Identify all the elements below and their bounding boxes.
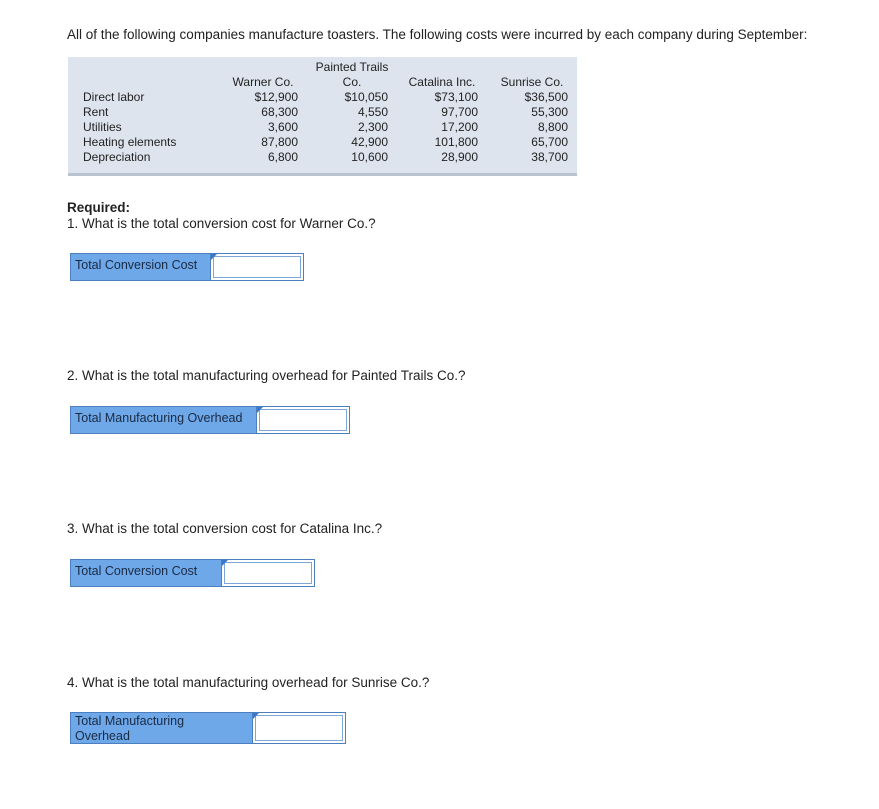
answer-row-3 — [70, 559, 315, 587]
table-cell: $36,500 — [524, 90, 568, 104]
table-cell: 4,550 — [357, 105, 388, 119]
table-cell: 38,700 — [531, 150, 568, 164]
total-manufacturing-overhead-painted-trails-input[interactable] — [257, 406, 350, 434]
required-section — [67, 200, 376, 232]
input-box[interactable] — [259, 409, 347, 431]
input-box[interactable] — [255, 715, 343, 741]
table-cell: 42,900 — [351, 135, 388, 149]
question-1: 1. What is the total conversion cost for Warner Co.? — [67, 216, 376, 231]
table-cell: $10,050 — [344, 90, 388, 104]
row-label: Heating elements — [83, 135, 177, 149]
input-marker-icon — [253, 713, 259, 719]
total-conversion-cost-catalina-input[interactable] — [222, 559, 315, 587]
table-cell: 28,900 — [441, 150, 478, 164]
column-header-painted-trails: Painted Trails Co. — [315, 60, 389, 89]
answer-label-3: Total Conversion Cost — [70, 559, 222, 587]
column-header-warner: Warner Co. — [232, 75, 294, 89]
input-marker-icon — [257, 407, 263, 413]
answer-row-4 — [70, 712, 346, 744]
column-header-catalina: Catalina Inc. — [408, 75, 476, 89]
question-3: 3. What is the total conversion cost for Catalina Inc.? — [67, 521, 383, 536]
total-manufacturing-overhead-sunrise-input[interactable] — [253, 712, 346, 744]
table-cell: 17,200 — [441, 120, 478, 134]
intro-text: All of the following companies manufacture toasters. The following costs were incurred by each company during September: — [67, 27, 808, 42]
required-title: Required: — [67, 200, 131, 215]
row-label: Rent — [83, 105, 109, 119]
table-cell: 10,600 — [351, 150, 388, 164]
answer-row-2 — [70, 406, 350, 434]
table-cell: 2,300 — [357, 120, 388, 134]
table-cell: 55,300 — [531, 105, 568, 119]
answer-row-1 — [70, 253, 304, 281]
table-cell: $12,900 — [254, 90, 298, 104]
table-cell: 97,700 — [441, 105, 478, 119]
input-box[interactable] — [213, 256, 301, 278]
table-cell: 8,800 — [537, 120, 568, 134]
table-cell: 101,800 — [434, 135, 478, 149]
question-2: 2. What is the total manufacturing overhead for Painted Trails Co.? — [67, 368, 466, 383]
row-label: Depreciation — [83, 150, 151, 164]
table-cell: 3,600 — [267, 120, 298, 134]
answer-label-1: Total Conversion Cost — [70, 253, 211, 281]
total-conversion-cost-warner-input[interactable] — [211, 253, 304, 281]
row-label: Direct labor — [83, 90, 145, 104]
input-box[interactable] — [224, 562, 312, 584]
table-cell: 6,800 — [267, 150, 298, 164]
table-cell: 87,800 — [261, 135, 298, 149]
table-cell: 68,300 — [261, 105, 298, 119]
input-marker-icon — [222, 560, 228, 566]
table-cell: 65,700 — [531, 135, 568, 149]
question-4: 4. What is the total manufacturing overhead for Sunrise Co.? — [67, 675, 430, 690]
table-cell: $73,100 — [434, 90, 478, 104]
answer-label-2: Total Manufacturing Overhead — [70, 406, 257, 434]
cost-table — [68, 57, 577, 176]
column-header-sunrise: Sunrise Co. — [500, 75, 564, 89]
row-label: Utilities — [83, 120, 122, 134]
answer-label-4: Total Manufacturing Overhead — [70, 712, 253, 744]
input-marker-icon — [211, 254, 217, 260]
